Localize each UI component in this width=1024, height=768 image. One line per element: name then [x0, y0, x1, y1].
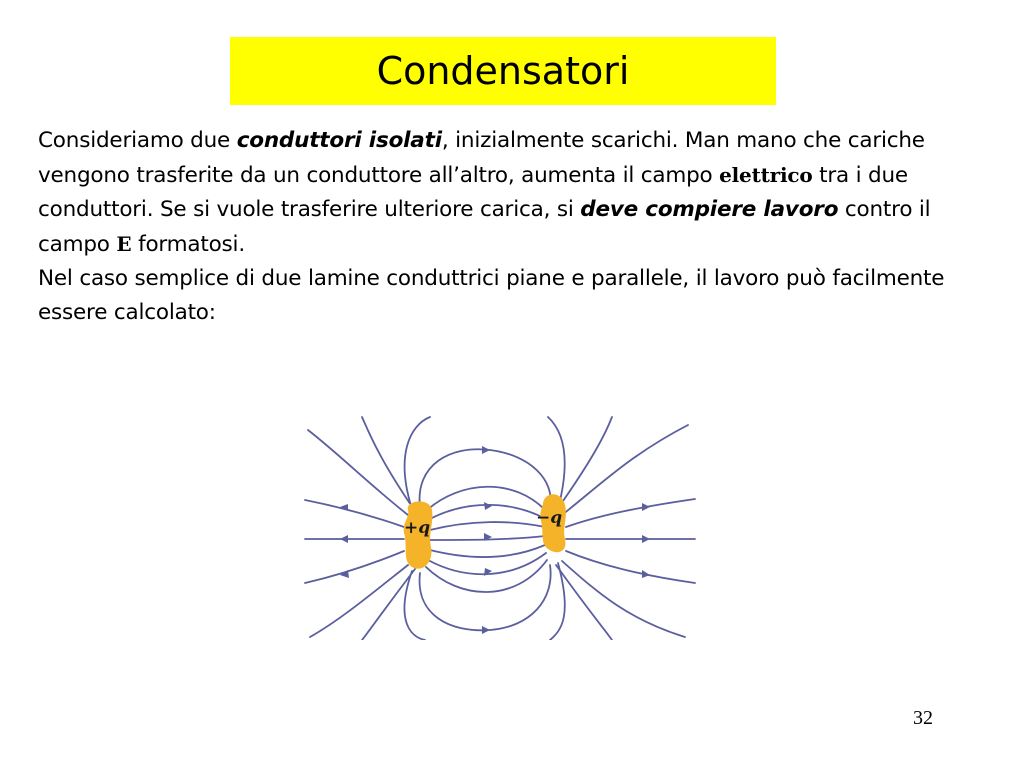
paragraph-1	[38, 124, 978, 262]
electric-field-figure	[300, 415, 700, 640]
emphasis-campo-e: E	[116, 232, 132, 256]
body-text	[38, 124, 978, 330]
positive-conductor	[404, 501, 433, 568]
paragraph-2: Nel caso semplice di due lamine conduttrici piane e parallele, il lavoro può facilmente essere calcolato:	[38, 266, 945, 325]
slide-title-box	[230, 37, 776, 105]
text-run: tra i due conduttori. Se si vuole trasferire ulteriore carica, si	[38, 163, 908, 222]
text-run: contro il campo	[38, 197, 931, 257]
negative-charge-label: −q	[536, 508, 563, 528]
field-lines	[305, 417, 695, 640]
slide-title: Condensatori	[376, 49, 630, 93]
negative-conductor	[536, 494, 566, 552]
page-number: 32	[913, 707, 933, 729]
emphasis-deve-compiere-lavoro: deve compiere lavoro	[580, 197, 839, 222]
emphasis-elettrico: elettrico	[719, 163, 813, 187]
emphasis-conduttori-isolati: conduttori isolati	[236, 128, 442, 153]
text-run: Consideriamo due	[38, 128, 237, 153]
text-run: formatosi.	[131, 232, 245, 257]
positive-charge-label: +q	[404, 518, 431, 538]
text-run: , inizialmente scarichi. Man mano che cariche vengono trasferite da un conduttore all’altro, aumenta il campo	[38, 128, 925, 188]
